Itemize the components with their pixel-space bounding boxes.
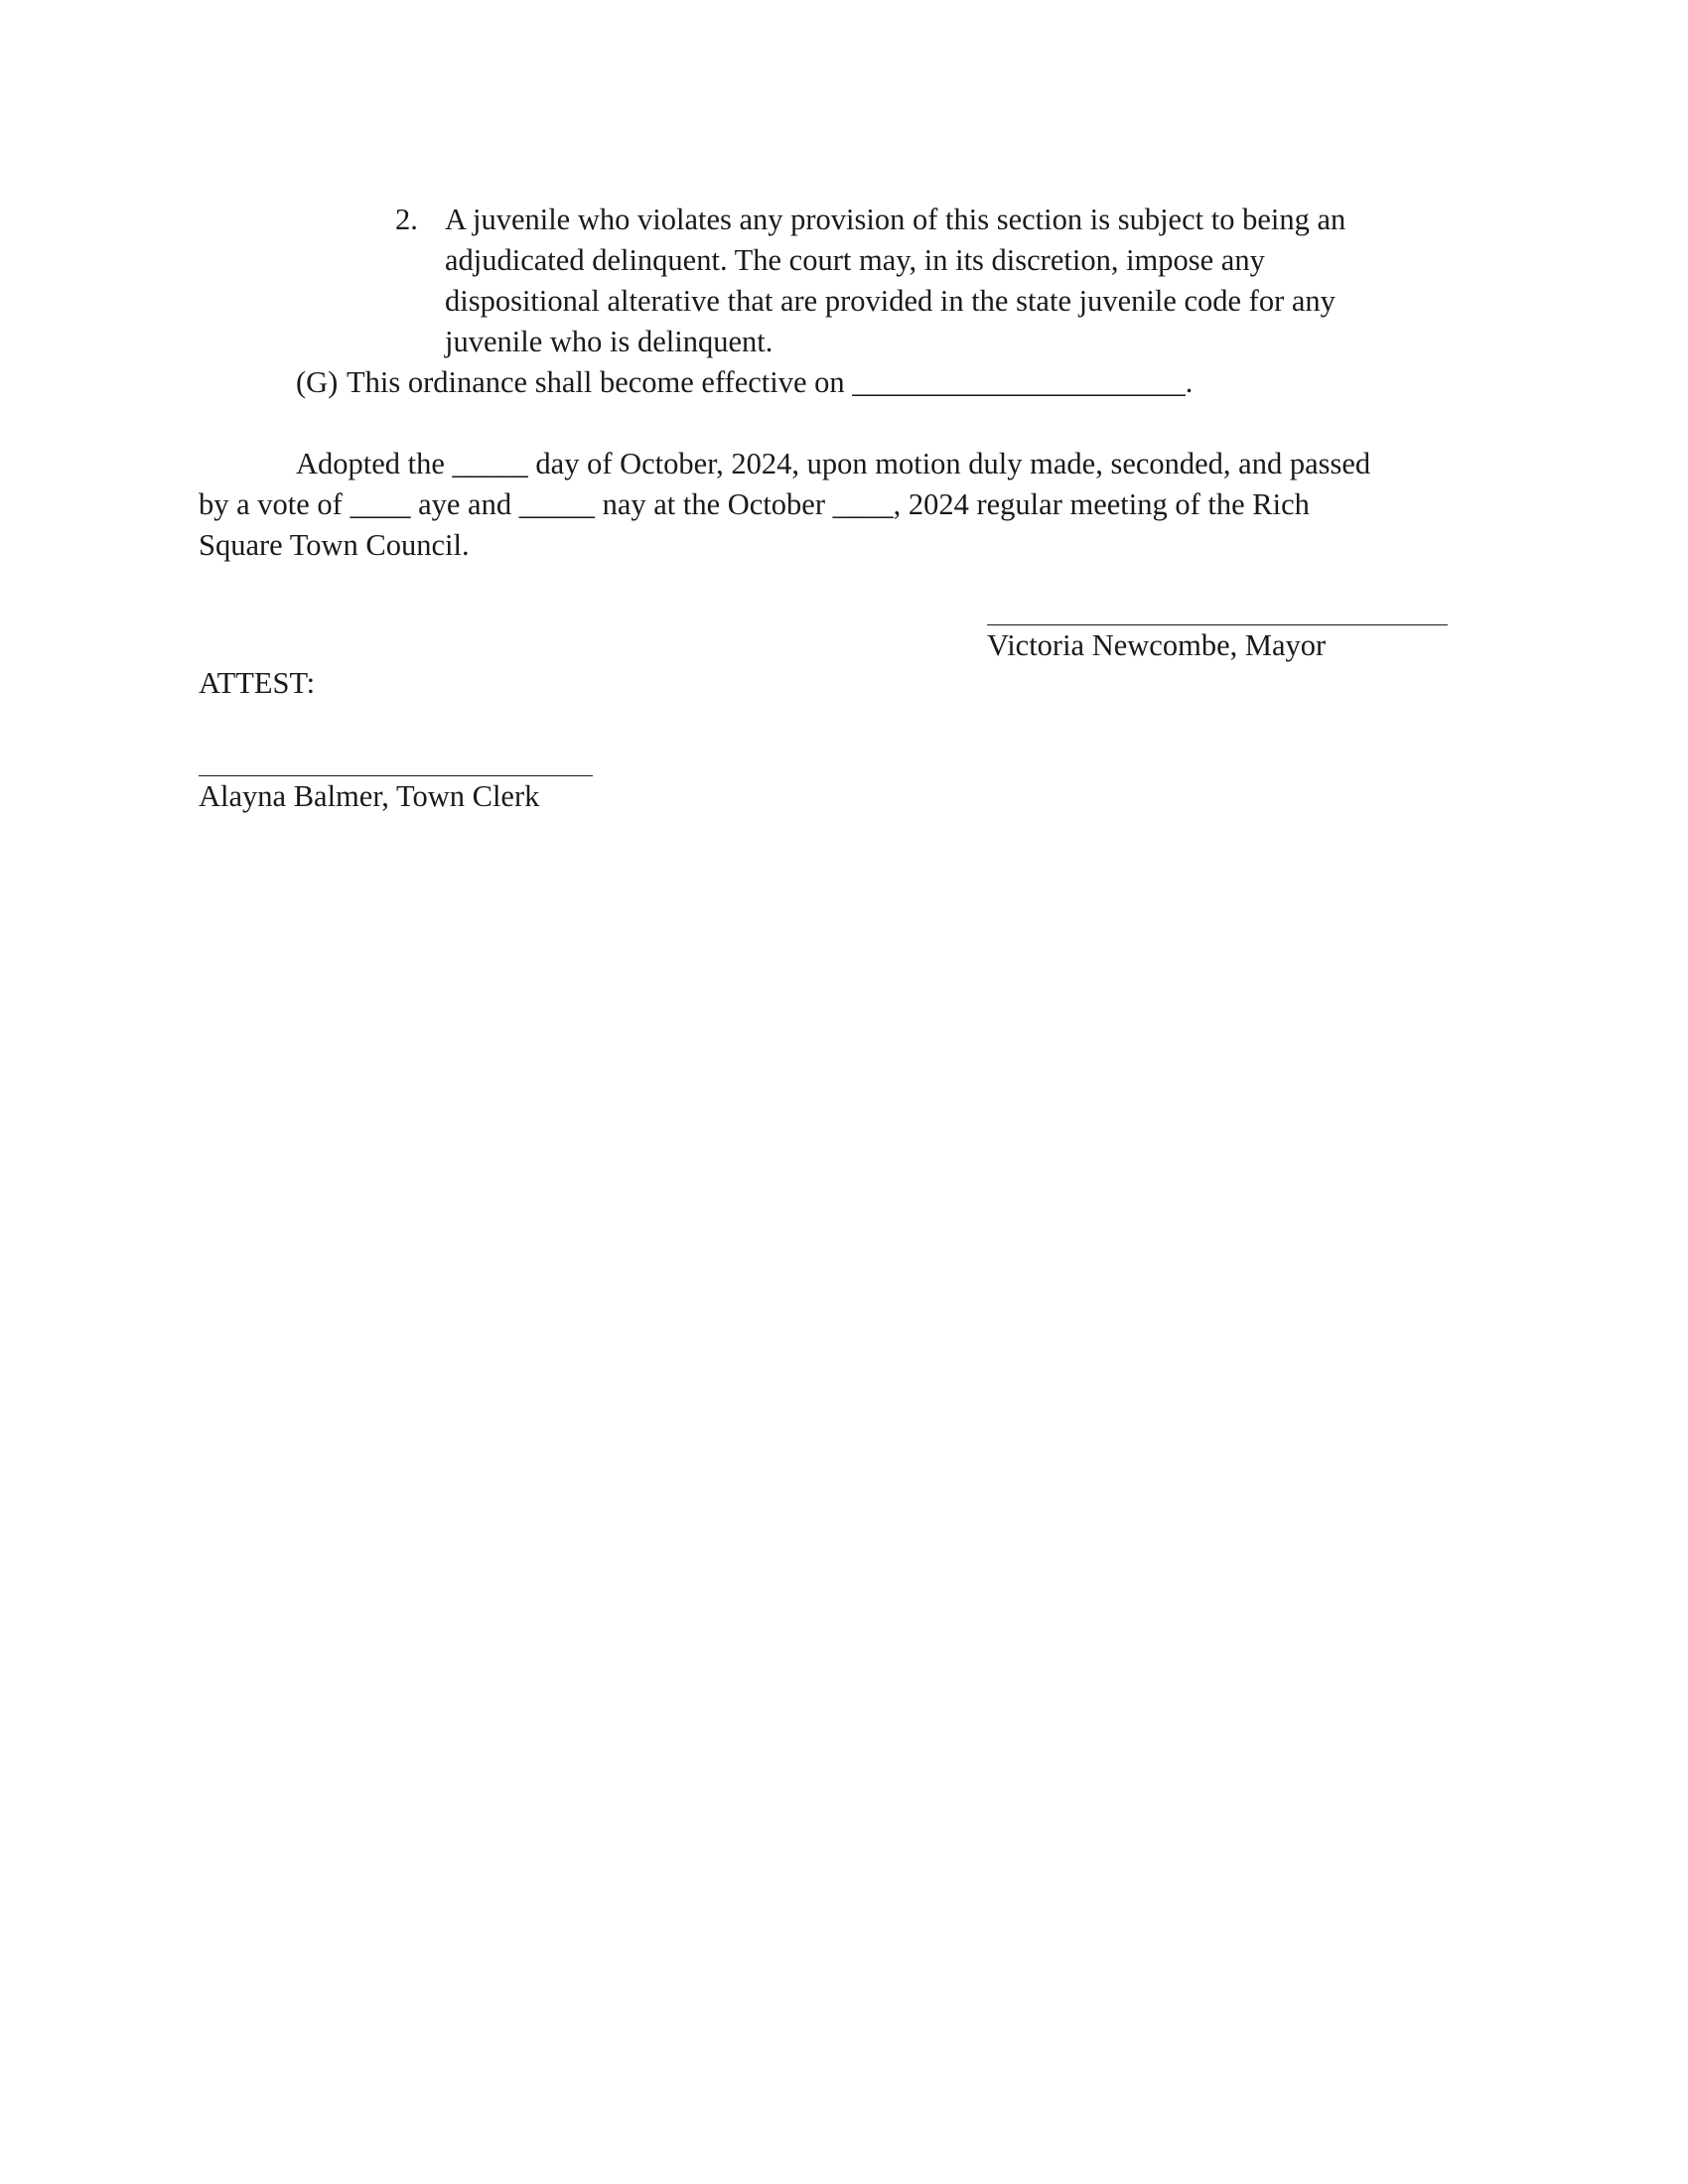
section-g-text: This ordinance shall become effective on ______________________. [347,365,1194,399]
list-item-line: dispositional alterative that are provided in the state juvenile code for any [445,284,1336,318]
clerk-signature-line [199,775,593,776]
clerk-name: Alayna Balmer, Town Clerk [199,779,540,813]
adoption-line: by a vote of ____ aye and _____ nay at the October ____, 2024 regular meeting of the Rich [199,487,1310,521]
list-item-line: adjudicated delinquent. The court may, in its discretion, impose any [445,243,1265,277]
adoption-line: Adopted the _____ day of October, 2024, upon motion duly made, seconded, and passed [296,447,1371,480]
adoption-line: Square Town Council. [199,528,470,562]
mayor-name: Victoria Newcombe, Mayor [987,628,1327,662]
section-g-marker: (G) [296,365,339,399]
list-item-line: juvenile who is delinquent. [445,325,774,358]
attest-label: ATTEST: [199,666,316,700]
list-item-marker: 2. [395,203,418,236]
mayor-signature-line [987,624,1448,625]
list-item-line: A juvenile who violates any provision of this section is subject to being an [445,203,1346,236]
